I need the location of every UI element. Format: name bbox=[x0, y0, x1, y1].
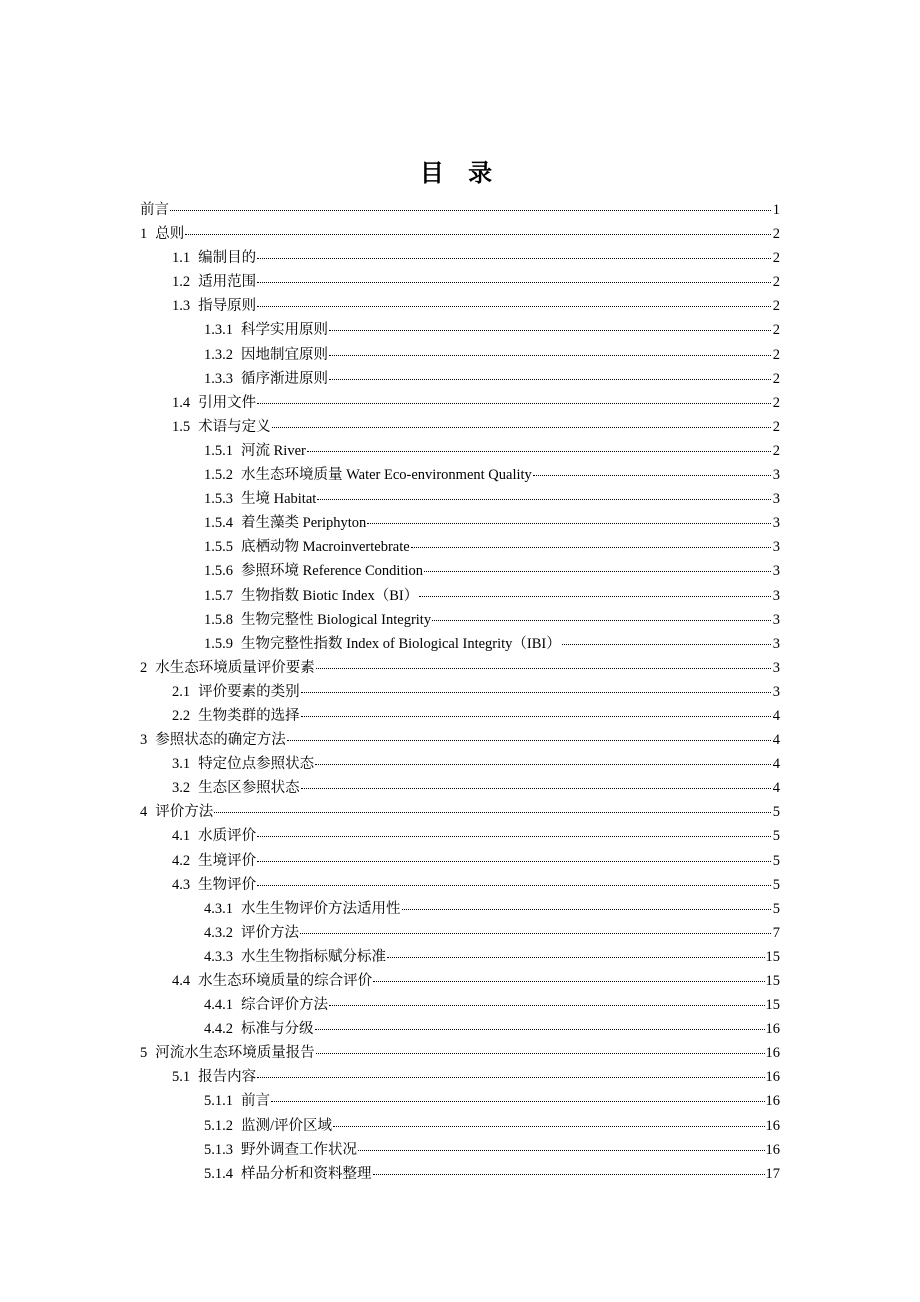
toc-entry-label: 循序渐进原则 bbox=[241, 370, 328, 387]
toc-entry[interactable] bbox=[140, 270, 780, 294]
toc-page-number: 16 bbox=[765, 1141, 780, 1158]
toc-entry-label: 水生态环境质量 Water Eco-environment Quality bbox=[241, 467, 532, 484]
toc-entry-number: 1.3.3 bbox=[204, 370, 233, 387]
toc-entry-number: 4.3.3 bbox=[204, 948, 233, 965]
toc-entry-number: 5.1.2 bbox=[204, 1117, 233, 1134]
toc-entry-label: 参照环境 Reference Condition bbox=[241, 563, 424, 580]
toc-dot-leader bbox=[170, 210, 771, 211]
toc-dot-leader bbox=[301, 692, 771, 693]
toc-entry-label: 河流水生态环境质量报告 bbox=[155, 1045, 315, 1062]
toc-entry-number: 5.1.4 bbox=[204, 1165, 233, 1182]
toc-page-number: 17 bbox=[765, 1165, 780, 1182]
toc-entry[interactable] bbox=[140, 294, 780, 318]
toc-page-number: 2 bbox=[772, 226, 780, 243]
toc-entry-number: 5.1 bbox=[172, 1069, 191, 1086]
toc-entry-number: 3.2 bbox=[172, 780, 191, 797]
toc-dot-leader bbox=[387, 957, 765, 958]
toc-page-number: 4 bbox=[772, 756, 780, 773]
toc-entry-label: 编制目的 bbox=[198, 250, 257, 267]
toc-dot-leader bbox=[300, 933, 771, 934]
toc-entry-label: 生物类群的选择 bbox=[198, 707, 300, 724]
toc-page-number: 2 bbox=[772, 274, 780, 291]
toc-entry-label: 底栖动物 Macroinvertebrate bbox=[241, 539, 410, 556]
toc-entry-label: 着生藻类 Periphyton bbox=[241, 515, 367, 532]
toc-entry-label: 河流 River bbox=[241, 442, 306, 459]
toc-entry-number: 1.5.8 bbox=[204, 611, 233, 628]
toc-entry[interactable] bbox=[140, 1162, 780, 1186]
toc-page-number: 4 bbox=[772, 707, 780, 724]
toc-entry[interactable] bbox=[140, 632, 780, 656]
toc-entry-number: 4.4.2 bbox=[204, 1021, 233, 1038]
toc-entry-number: 4 bbox=[140, 804, 148, 821]
toc-dot-leader bbox=[329, 330, 771, 331]
toc-entry-number: 1.5.6 bbox=[204, 563, 233, 580]
toc-entry-number: 1.5.9 bbox=[204, 635, 233, 652]
toc-dot-leader bbox=[287, 740, 771, 741]
toc-entry-label: 适用范围 bbox=[198, 274, 257, 291]
toc-page-number: 2 bbox=[772, 418, 780, 435]
toc-entry[interactable] bbox=[140, 487, 780, 511]
toc-entry-number: 4.1 bbox=[172, 828, 191, 845]
toc-entry-number: 4.4 bbox=[172, 973, 191, 989]
toc-entry-number: 2.1 bbox=[172, 683, 191, 700]
toc-entry[interactable] bbox=[140, 800, 780, 824]
toc-title: 目 录 bbox=[419, 159, 501, 187]
toc-entry-number: 1.5.1 bbox=[204, 442, 233, 459]
toc-page-number: 3 bbox=[772, 515, 780, 532]
toc-page-number: 16 bbox=[765, 1117, 780, 1134]
toc-entry-label: 评价要素的类别 bbox=[198, 683, 300, 700]
toc-dot-leader bbox=[307, 451, 771, 452]
toc-entry[interactable] bbox=[140, 415, 780, 439]
toc-entry-label: 生物指数 Biotic Index（BI） bbox=[241, 587, 419, 604]
toc-entry-number: 3.1 bbox=[172, 756, 191, 773]
toc-page-number: 3 bbox=[772, 587, 780, 604]
toc-entry[interactable] bbox=[140, 897, 780, 921]
toc-page-number: 15 bbox=[765, 948, 780, 965]
toc-entry[interactable] bbox=[140, 608, 780, 632]
toc-entry-label: 评价方法 bbox=[241, 924, 299, 941]
toc-entry-label: 综合评价方法 bbox=[241, 997, 328, 1014]
toc-entry-number: 1.5.5 bbox=[204, 539, 233, 556]
toc-entry-label: 水生生物指标赋分标准 bbox=[241, 948, 386, 965]
toc-entry-label: 术语与定义 bbox=[198, 418, 271, 435]
toc-entry-number: 1.3 bbox=[172, 298, 191, 315]
toc-entry-number: 2.2 bbox=[172, 707, 191, 724]
toc-entry[interactable] bbox=[140, 656, 780, 680]
toc-entry-number: 2 bbox=[140, 659, 148, 676]
toc-page-number: 3 bbox=[772, 563, 780, 580]
toc-dot-leader bbox=[301, 788, 771, 789]
toc-entry-number: 4.3 bbox=[172, 876, 191, 893]
toc-dot-leader bbox=[257, 836, 771, 837]
toc-entry-label: 水质评价 bbox=[198, 828, 257, 845]
toc-entry-number: 1.5 bbox=[172, 418, 191, 435]
toc-dot-leader bbox=[333, 1126, 764, 1127]
toc-dot-leader bbox=[257, 861, 771, 862]
toc-page-number: 2 bbox=[772, 442, 780, 459]
toc-page-number: 4 bbox=[772, 732, 780, 749]
toc-entry-number: 5 bbox=[140, 1045, 148, 1062]
toc-dot-leader bbox=[402, 909, 772, 910]
toc-entry-number: 4.4.1 bbox=[204, 997, 233, 1014]
toc-entry-label: 生境评价 bbox=[198, 852, 257, 869]
toc-dot-leader bbox=[432, 620, 771, 621]
toc-dot-leader bbox=[329, 379, 771, 380]
toc-dot-leader bbox=[185, 234, 771, 235]
table-of-contents bbox=[140, 198, 780, 1186]
toc-entry[interactable] bbox=[140, 1065, 780, 1089]
toc-entry[interactable] bbox=[140, 704, 780, 728]
toc-page-number: 15 bbox=[765, 997, 780, 1014]
toc-entry-number: 1.4 bbox=[172, 394, 191, 411]
toc-page-number: 5 bbox=[772, 828, 780, 845]
toc-entry-label: 评价方法 bbox=[155, 804, 214, 821]
toc-entry[interactable] bbox=[140, 1089, 780, 1113]
toc-entry[interactable] bbox=[140, 246, 780, 270]
toc-dot-leader bbox=[257, 1077, 764, 1078]
toc-page-number: 2 bbox=[772, 298, 780, 315]
toc-entry-label: 总则 bbox=[155, 226, 185, 243]
toc-entry-label: 参照状态的确定方法 bbox=[155, 732, 286, 749]
toc-entry-label: 生物评价 bbox=[198, 876, 257, 893]
toc-entry-number: 5.1.3 bbox=[204, 1141, 233, 1158]
toc-page-number: 3 bbox=[772, 635, 780, 652]
toc-entry-label: 引用文件 bbox=[198, 394, 257, 411]
toc-entry[interactable] bbox=[140, 367, 780, 391]
toc-page-number: 5 bbox=[772, 852, 780, 869]
toc-dot-leader bbox=[316, 1053, 765, 1054]
toc-page-number: 4 bbox=[772, 780, 780, 797]
toc-entry-number: 1.3.2 bbox=[204, 346, 233, 363]
toc-entry-label: 指导原则 bbox=[198, 298, 257, 315]
toc-entry[interactable] bbox=[140, 463, 780, 487]
toc-dot-leader bbox=[373, 981, 764, 982]
toc-entry-number: 1.2 bbox=[172, 274, 191, 291]
toc-dot-leader bbox=[316, 668, 771, 669]
toc-entry-label: 生物完整性 Biological Integrity bbox=[241, 611, 432, 628]
toc-entry-number: 4.3.2 bbox=[204, 924, 233, 941]
toc-dot-leader bbox=[272, 427, 771, 428]
toc-dot-leader bbox=[562, 644, 771, 645]
toc-dot-leader bbox=[533, 475, 771, 476]
toc-page-number: 3 bbox=[772, 659, 780, 676]
toc-page-number: 16 bbox=[765, 1093, 780, 1110]
toc-entry-number: 1.1 bbox=[172, 250, 191, 267]
toc-entry[interactable] bbox=[140, 921, 780, 945]
toc-page-number: 16 bbox=[765, 1021, 780, 1038]
toc-entry[interactable] bbox=[140, 535, 780, 559]
toc-dot-leader bbox=[315, 764, 771, 765]
toc-entry-label: 生物完整性指数 Index of Biological Integrity（IBI） bbox=[241, 635, 561, 652]
toc-page-number: 5 bbox=[772, 804, 780, 821]
toc-page-number: 5 bbox=[772, 876, 780, 893]
toc-entry[interactable] bbox=[140, 584, 780, 608]
toc-entry[interactable] bbox=[140, 945, 780, 969]
toc-dot-leader bbox=[257, 306, 771, 307]
toc-dot-leader bbox=[317, 499, 771, 500]
toc-entry[interactable] bbox=[140, 511, 780, 535]
toc-dot-leader bbox=[301, 716, 771, 717]
toc-entry-number: 5.1.1 bbox=[204, 1093, 233, 1110]
toc-entry-number: 4.3.1 bbox=[204, 900, 233, 917]
toc-entry-number: 1.3.1 bbox=[204, 322, 233, 339]
toc-entry-label: 水生态环境质量评价要素 bbox=[155, 659, 315, 676]
toc-entry[interactable] bbox=[140, 776, 780, 800]
toc-dot-leader bbox=[257, 403, 771, 404]
toc-entry-label: 前言 bbox=[140, 202, 169, 218]
toc-entry-label: 样品分析和资料整理 bbox=[241, 1165, 372, 1182]
toc-entry-number: 1 bbox=[140, 226, 148, 243]
toc-entry-label: 前言 bbox=[241, 1093, 270, 1110]
toc-entry-label: 水生态环境质量的综合评价 bbox=[198, 973, 373, 989]
toc-entry[interactable] bbox=[140, 824, 780, 848]
toc-entry[interactable] bbox=[140, 1138, 780, 1162]
toc-entry[interactable] bbox=[140, 198, 780, 222]
toc-entry[interactable] bbox=[140, 391, 780, 415]
toc-entry[interactable] bbox=[140, 752, 780, 776]
toc-dot-leader bbox=[329, 1005, 765, 1006]
toc-dot-leader bbox=[373, 1174, 765, 1175]
toc-entry[interactable] bbox=[140, 559, 780, 583]
toc-entry[interactable] bbox=[140, 969, 780, 993]
toc-page-number: 15 bbox=[765, 973, 780, 989]
toc-entry-label: 生态区参照状态 bbox=[198, 780, 300, 797]
toc-entry-label: 生境 Habitat bbox=[241, 491, 317, 508]
toc-entry-label: 水生生物评价方法适用性 bbox=[241, 900, 401, 917]
toc-entry-label: 标准与分级 bbox=[241, 1021, 314, 1038]
toc-entry-label: 监测/评价区域 bbox=[241, 1117, 333, 1134]
toc-entry[interactable] bbox=[140, 873, 780, 897]
toc-entry[interactable] bbox=[140, 680, 780, 704]
toc-entry[interactable] bbox=[140, 849, 780, 873]
toc-page-number: 1 bbox=[772, 202, 780, 218]
toc-dot-leader bbox=[329, 355, 771, 356]
toc-page-number: 7 bbox=[772, 924, 780, 941]
toc-dot-leader bbox=[315, 1029, 765, 1030]
toc-entry-label: 报告内容 bbox=[198, 1069, 257, 1086]
toc-entry[interactable] bbox=[140, 1041, 780, 1065]
toc-page-number: 2 bbox=[772, 394, 780, 411]
toc-entry-label: 野外调查工作状况 bbox=[241, 1141, 357, 1158]
toc-entry[interactable] bbox=[140, 993, 780, 1017]
toc-entry[interactable] bbox=[140, 318, 780, 342]
toc-dot-leader bbox=[358, 1150, 765, 1151]
toc-entry-number: 4.2 bbox=[172, 852, 191, 869]
toc-page-number: 3 bbox=[772, 683, 780, 700]
toc-page-number: 3 bbox=[772, 539, 780, 556]
toc-dot-leader bbox=[214, 812, 771, 813]
toc-page-number: 2 bbox=[772, 250, 780, 267]
toc-dot-leader bbox=[367, 523, 771, 524]
toc-page-number: 3 bbox=[772, 467, 780, 484]
toc-dot-leader bbox=[257, 282, 771, 283]
toc-entry-label: 特定位点参照状态 bbox=[198, 756, 315, 773]
toc-entry-label: 科学实用原则 bbox=[241, 322, 328, 339]
toc-page-number: 2 bbox=[772, 346, 780, 363]
toc-entry[interactable] bbox=[140, 1114, 780, 1138]
toc-entry[interactable] bbox=[140, 1017, 780, 1041]
toc-entry-number: 1.5.2 bbox=[204, 467, 233, 484]
toc-entry-label: 因地制宜原则 bbox=[241, 346, 328, 363]
toc-entry-number: 1.5.3 bbox=[204, 491, 233, 508]
toc-entry[interactable] bbox=[140, 343, 780, 367]
toc-page-number: 2 bbox=[772, 322, 780, 339]
toc-page-number: 5 bbox=[772, 900, 780, 917]
toc-dot-leader bbox=[411, 547, 771, 548]
toc-page-number: 16 bbox=[765, 1069, 780, 1086]
toc-page-number: 3 bbox=[772, 611, 780, 628]
toc-entry[interactable] bbox=[140, 222, 780, 246]
toc-page-number: 16 bbox=[765, 1045, 780, 1062]
toc-page-number: 3 bbox=[772, 491, 780, 508]
toc-dot-leader bbox=[424, 571, 771, 572]
toc-dot-leader bbox=[257, 258, 771, 259]
toc-entry-number: 1.5.4 bbox=[204, 515, 233, 532]
toc-dot-leader bbox=[257, 885, 771, 886]
toc-entry-number: 1.5.7 bbox=[204, 587, 233, 604]
toc-entry-number: 3 bbox=[140, 732, 148, 749]
toc-dot-leader bbox=[271, 1101, 765, 1102]
toc-entry[interactable] bbox=[140, 728, 780, 752]
toc-dot-leader bbox=[419, 596, 771, 597]
toc-entry[interactable] bbox=[140, 439, 780, 463]
toc-page-number: 2 bbox=[772, 370, 780, 387]
